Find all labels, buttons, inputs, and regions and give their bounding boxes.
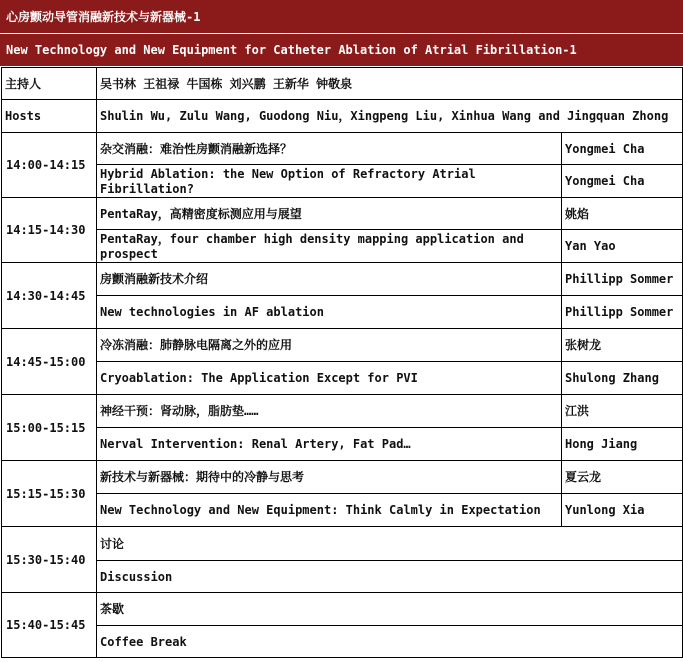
break-time: 15:40-15:45 [2, 593, 97, 658]
speaker-cn: 江洪 [562, 395, 683, 428]
table-row [2, 395, 683, 428]
break-label-cn: 茶歇 [97, 593, 683, 626]
speaker-en: Shulong Zhang [562, 362, 683, 395]
speaker-cn: 姚焰 [562, 198, 683, 230]
topic-en: Hybrid Ablation: the New Option of Refractory Atrial Fibrillation? [97, 165, 562, 198]
table-row [2, 428, 683, 461]
table-row [2, 133, 683, 165]
table-row [2, 626, 683, 658]
topic-cn: 房颤消融新技术介绍 [97, 263, 562, 296]
session-time: 15:00-15:15 [2, 395, 97, 461]
session-time: 14:30-14:45 [2, 263, 97, 329]
topic-cn: 神经干预：肾动脉，脂肪垫…… [97, 395, 562, 428]
break-label-en: Coffee Break [97, 626, 683, 658]
speaker-cn: Phillipp Sommer [562, 263, 683, 296]
hosts-row-en [2, 100, 683, 133]
topic-en: Cryoablation: The Application Except for PVI [97, 362, 562, 395]
table-row [2, 165, 683, 198]
hosts-row-cn [2, 68, 683, 100]
speaker-cn: Yongmei Cha [562, 133, 683, 165]
break-time: 15:30-15:40 [2, 527, 97, 593]
table-row [2, 362, 683, 395]
speaker-en: Phillipp Sommer [562, 296, 683, 329]
speaker-en: Yongmei Cha [562, 165, 683, 198]
session-time: 15:15-15:30 [2, 461, 97, 527]
topic-cn: 冷冻消融：肺静脉电隔离之外的应用 [97, 329, 562, 362]
session-time: 14:45-15:00 [2, 329, 97, 395]
speaker-en: Yan Yao [562, 230, 683, 263]
table-row [2, 230, 683, 263]
topic-en: PentaRay，four chamber high density mapping application and prospect [97, 230, 562, 263]
hosts-names-en: Shulin Wu, Zulu Wang, Guodong Niu，Xingpeng Liu, Xinhua Wang and Jingquan Zhong [97, 100, 683, 133]
session-time: 14:15-14:30 [2, 198, 97, 263]
section-title-en: New Technology and New Equipment for Catheter Ablation of Atrial Fibrillation-1 [0, 34, 683, 67]
table-row [2, 296, 683, 329]
session-time: 14:00-14:15 [2, 133, 97, 198]
section-title-cn: 心房颤动导管消融新技术与新器械-1 [0, 0, 683, 34]
break-label-cn: 讨论 [97, 527, 683, 561]
table-row [2, 329, 683, 362]
table-row [2, 561, 683, 593]
topic-en: New technologies in AF ablation [97, 296, 562, 329]
speaker-cn: 张树龙 [562, 329, 683, 362]
schedule-table [1, 67, 683, 658]
table-row [2, 593, 683, 626]
break-label-en: Discussion [97, 561, 683, 593]
topic-en: Nerval Intervention: Renal Artery, Fat Pad… [97, 428, 562, 461]
table-row [2, 527, 683, 561]
speaker-en: Yunlong Xia [562, 494, 683, 527]
topic-cn: PentaRay，高精密度标测应用与展望 [97, 198, 562, 230]
table-row [2, 461, 683, 494]
table-row [2, 198, 683, 230]
topic-cn: 新技术与新器械：期待中的冷静与思考 [97, 461, 562, 494]
table-row [2, 263, 683, 296]
topic-en: New Technology and New Equipment: Think Calmly in Expectation [97, 494, 562, 527]
topic-cn: 杂交消融：难治性房颤消融新选择？ [97, 133, 562, 165]
hosts-names-cn: 吴书林 王祖禄 牛国栋 刘兴鹏 王新华 钟敬泉 [97, 68, 683, 100]
speaker-cn: 夏云龙 [562, 461, 683, 494]
table-row [2, 494, 683, 527]
hosts-label-en: Hosts [2, 100, 97, 133]
speaker-en: Hong Jiang [562, 428, 683, 461]
hosts-label-cn: 主持人 [2, 68, 97, 100]
